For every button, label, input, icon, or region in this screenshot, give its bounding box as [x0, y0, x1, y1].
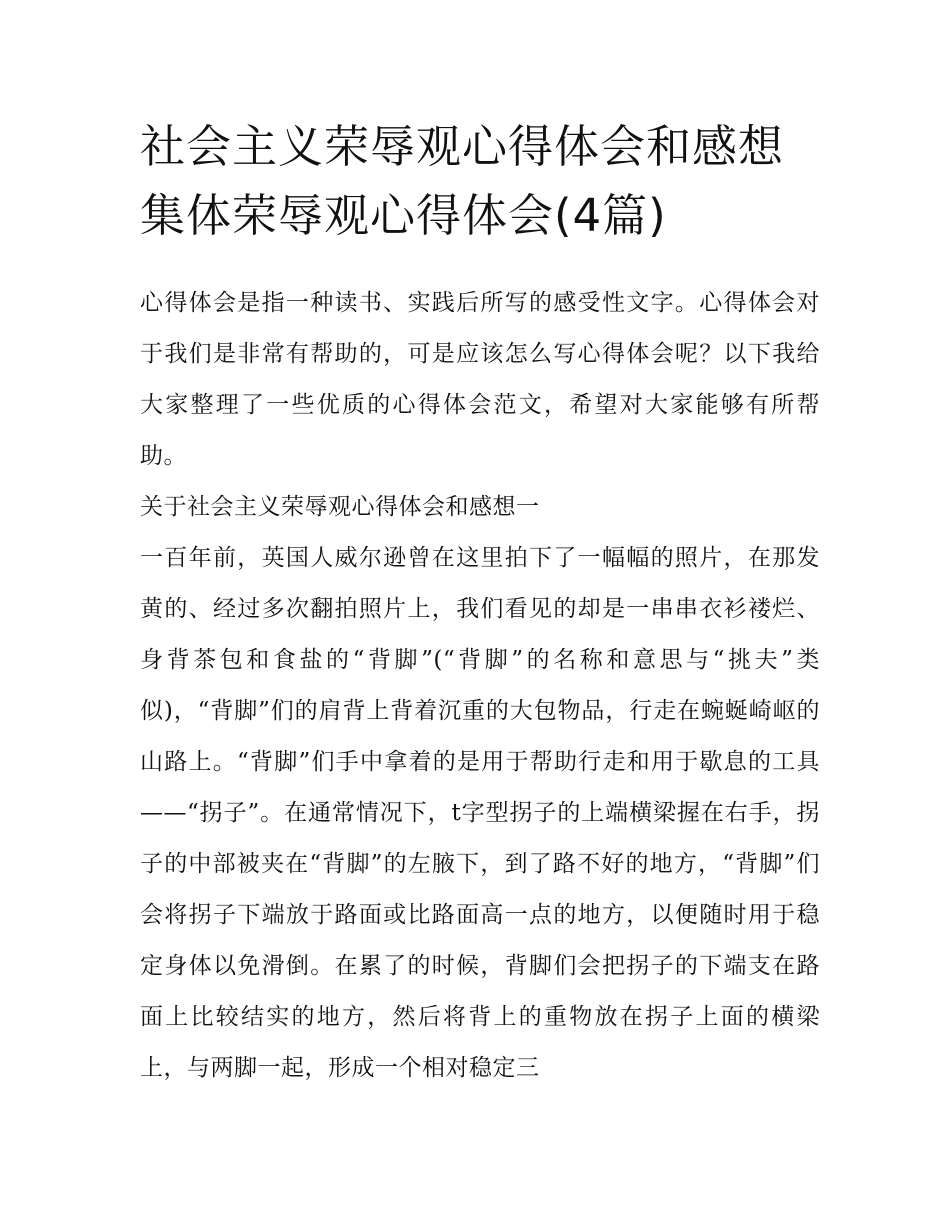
- document-content: [140, 112, 820, 1094]
- section-heading: 关于社会主义荣辱观心得体会和感想一: [140, 494, 540, 520]
- body-paragraph: 一百年前，英国人威尔逊曾在这里拍下了一幅幅的照片，在那发黄的、经过多次翻拍照片上，我们看见的却是一串串衣衫褛烂、身背茶包和食盐的“背脚”(“背脚”的名称和意思与“挑夫”类似)，“背脚”们的肩背上背着沉重的大包物品，行走在蜿蜒崎岖的山路上。“背脚”们手中拿着的是用于帮助行走和用于歇息的工具——“拐子”。在通常情况下，t字型拐子的上端横梁握在右手，拐子的中部被夹在“背脚”的左腋下，到了路不好的地方，“背脚”们会将拐子下端放于路面或比路面高一点的地方，以便随时用于稳定身体以免滑倒。在累了的时候，背脚们会把拐子的下端支在路面上比较结实的地方，然后将背上的重物放在拐子上面的横梁上，与两脚一起，形成一个相对稳定三: [140, 545, 820, 1081]
- document-title: 社会主义荣辱观心得体会和感想 集体荣辱观心得体会(4篇): [140, 120, 785, 242]
- intro-paragraph: 心得体会是指一种读书、实践后所写的感受性文字。心得体会对于我们是非常有帮助的，可是应该怎么写心得体会呢？以下我给大家整理了一些优质的心得体会范文，希望对大家能够有所帮助。: [140, 290, 820, 469]
